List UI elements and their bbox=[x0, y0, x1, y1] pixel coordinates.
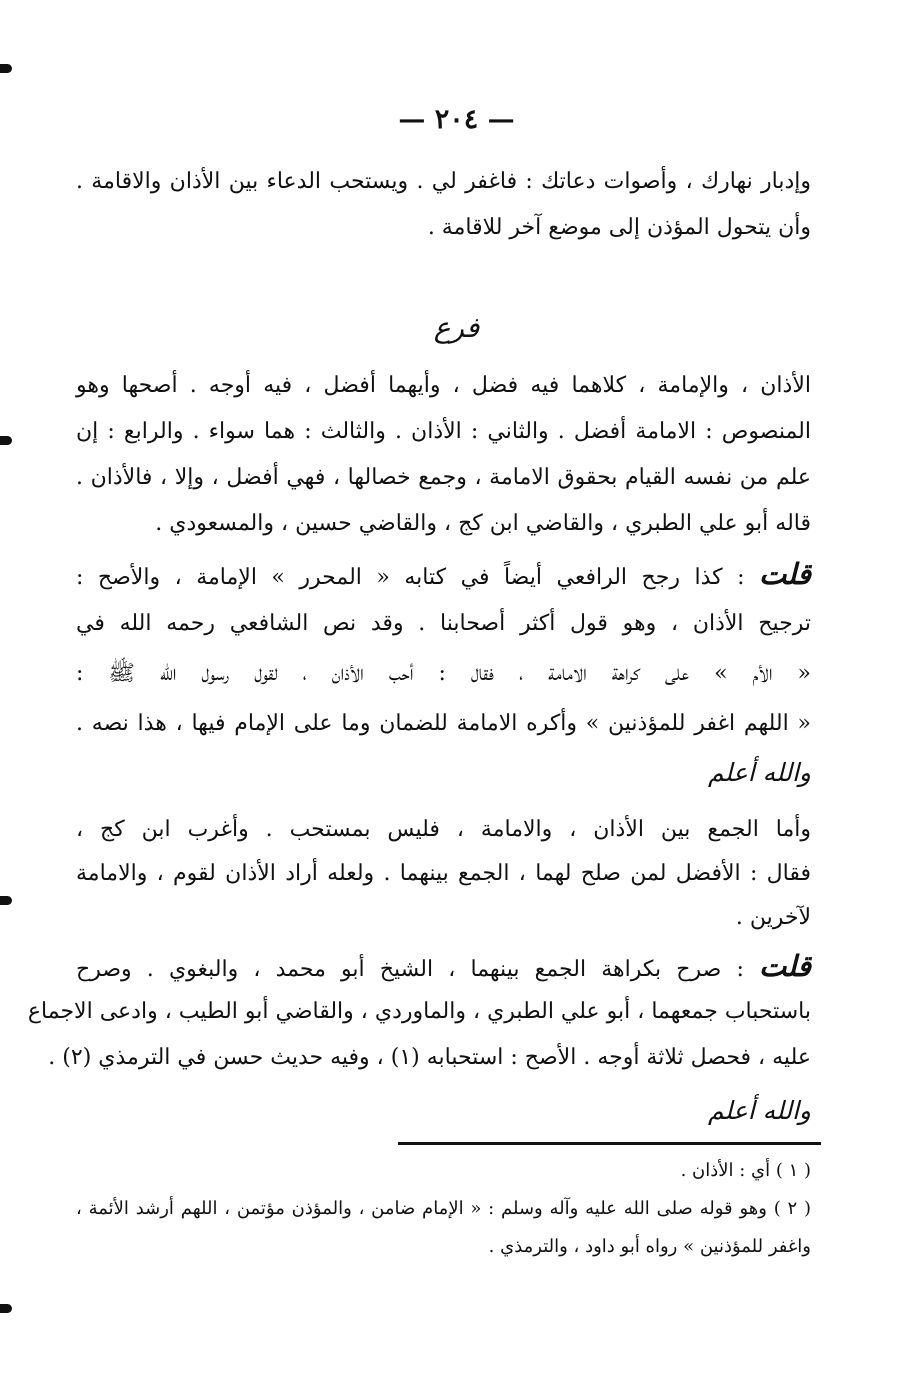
footnote-rule bbox=[398, 1142, 821, 1145]
qult-label: قلت bbox=[759, 557, 811, 591]
text-line: وأما الجمع بين الأذان ، والامامة ، فليس بمستحب . وأغرب ابن كج ، bbox=[76, 817, 811, 842]
scan-margin-mark bbox=[0, 1304, 12, 1313]
text-line bbox=[76, 948, 811, 988]
section-heading: فرع bbox=[433, 311, 480, 344]
text-line: عليه ، فحصل ثلاثة أوجه . الأصح : استحبابه (١) ، وفيه حديث حسن في الترمذي (٢) . bbox=[48, 1045, 811, 1070]
text-line: وأن يتحول المؤذن إلى موضع آخر للاقامة . bbox=[427, 215, 811, 240]
qult-text: : صرح بكراهة الجمع بينهما ، الشيخ أبو محمد ، والبغوي . وصرح bbox=[76, 957, 744, 982]
text-line: الأذان ، والإمامة ، كلاهما فيه فضل ، وأيهما أفضل ، فيه أوجه . أصحها وهو bbox=[76, 373, 811, 398]
qult-text: : كذا رجح الرافعي أيضاً في كتابه « المحرر » الإمامة ، والأصح : bbox=[76, 565, 745, 590]
qult-label: قلت bbox=[759, 949, 811, 983]
closing-phrase: والله أعلم bbox=[707, 1096, 811, 1125]
text-line: قاله أبو علي الطبري ، والقاضي ابن كج ، والقاضي حسين ، والمسعودي . bbox=[155, 511, 811, 536]
footnote-2: ( ٢ ) وهو قوله صلى الله عليه وآله وسلم : « الإمام ضامن ، والمؤذن مؤتمن ، اللهم أرشد الأئمة ، bbox=[76, 1198, 811, 1219]
text-line: فقال : الأفضل لمن صلح لهما ، الجمع بينهما . ولعله أراد الأذان لقوم ، والامامة bbox=[76, 861, 811, 886]
text-line: « اللهم اغفر للمؤذنين » وأكره الامامة للضمان وما على الإمام فيها ، هذا نصه . bbox=[76, 711, 811, 736]
closing-phrase: والله أعلم bbox=[707, 758, 811, 787]
scan-margin-mark bbox=[0, 436, 12, 445]
text-line: علم من نفسه القيام بحقوق الامامة ، وجمع خصالها ، فهي أفضل ، وإلا ، فالأذان . bbox=[76, 465, 811, 490]
text-line: المنصوص : الامامة أفضل . والثاني : الأذان . والثالث : هما سواء . والرابع : إن bbox=[76, 419, 811, 444]
scan-margin-mark bbox=[0, 64, 12, 73]
text-line: لآخرين . bbox=[735, 905, 811, 930]
text-line bbox=[76, 556, 811, 596]
text-line: « الأم » على كراهة الامامة ، فقال : أحب الأذان ، لقول رسول الله ﷺ : bbox=[76, 661, 811, 686]
text-line: ترجيح الأذان ، وهو قول أكثر أصحابنا . وقد نص الشافعي رحمه الله في bbox=[76, 611, 811, 636]
scan-margin-mark bbox=[0, 896, 12, 905]
text-line: وإدبار نهارك ، وأصوات دعاتك : فاغفر لي . ويستحب الدعاء بين الأذان والاقامة . bbox=[76, 169, 811, 194]
text-line: باستحباب جمعهما ، أبو علي الطبري ، والماوردي ، والقاضي أبو الطيب ، وادعى الاجماع bbox=[27, 999, 811, 1024]
footnote-2-cont: واغفر للمؤذنين » رواه أبو داود ، والترمذي . bbox=[488, 1236, 811, 1257]
footnote-1: ( ١ ) أي : الأذان . bbox=[680, 1160, 811, 1181]
page-number: — ٢٠٤ — bbox=[398, 104, 515, 135]
